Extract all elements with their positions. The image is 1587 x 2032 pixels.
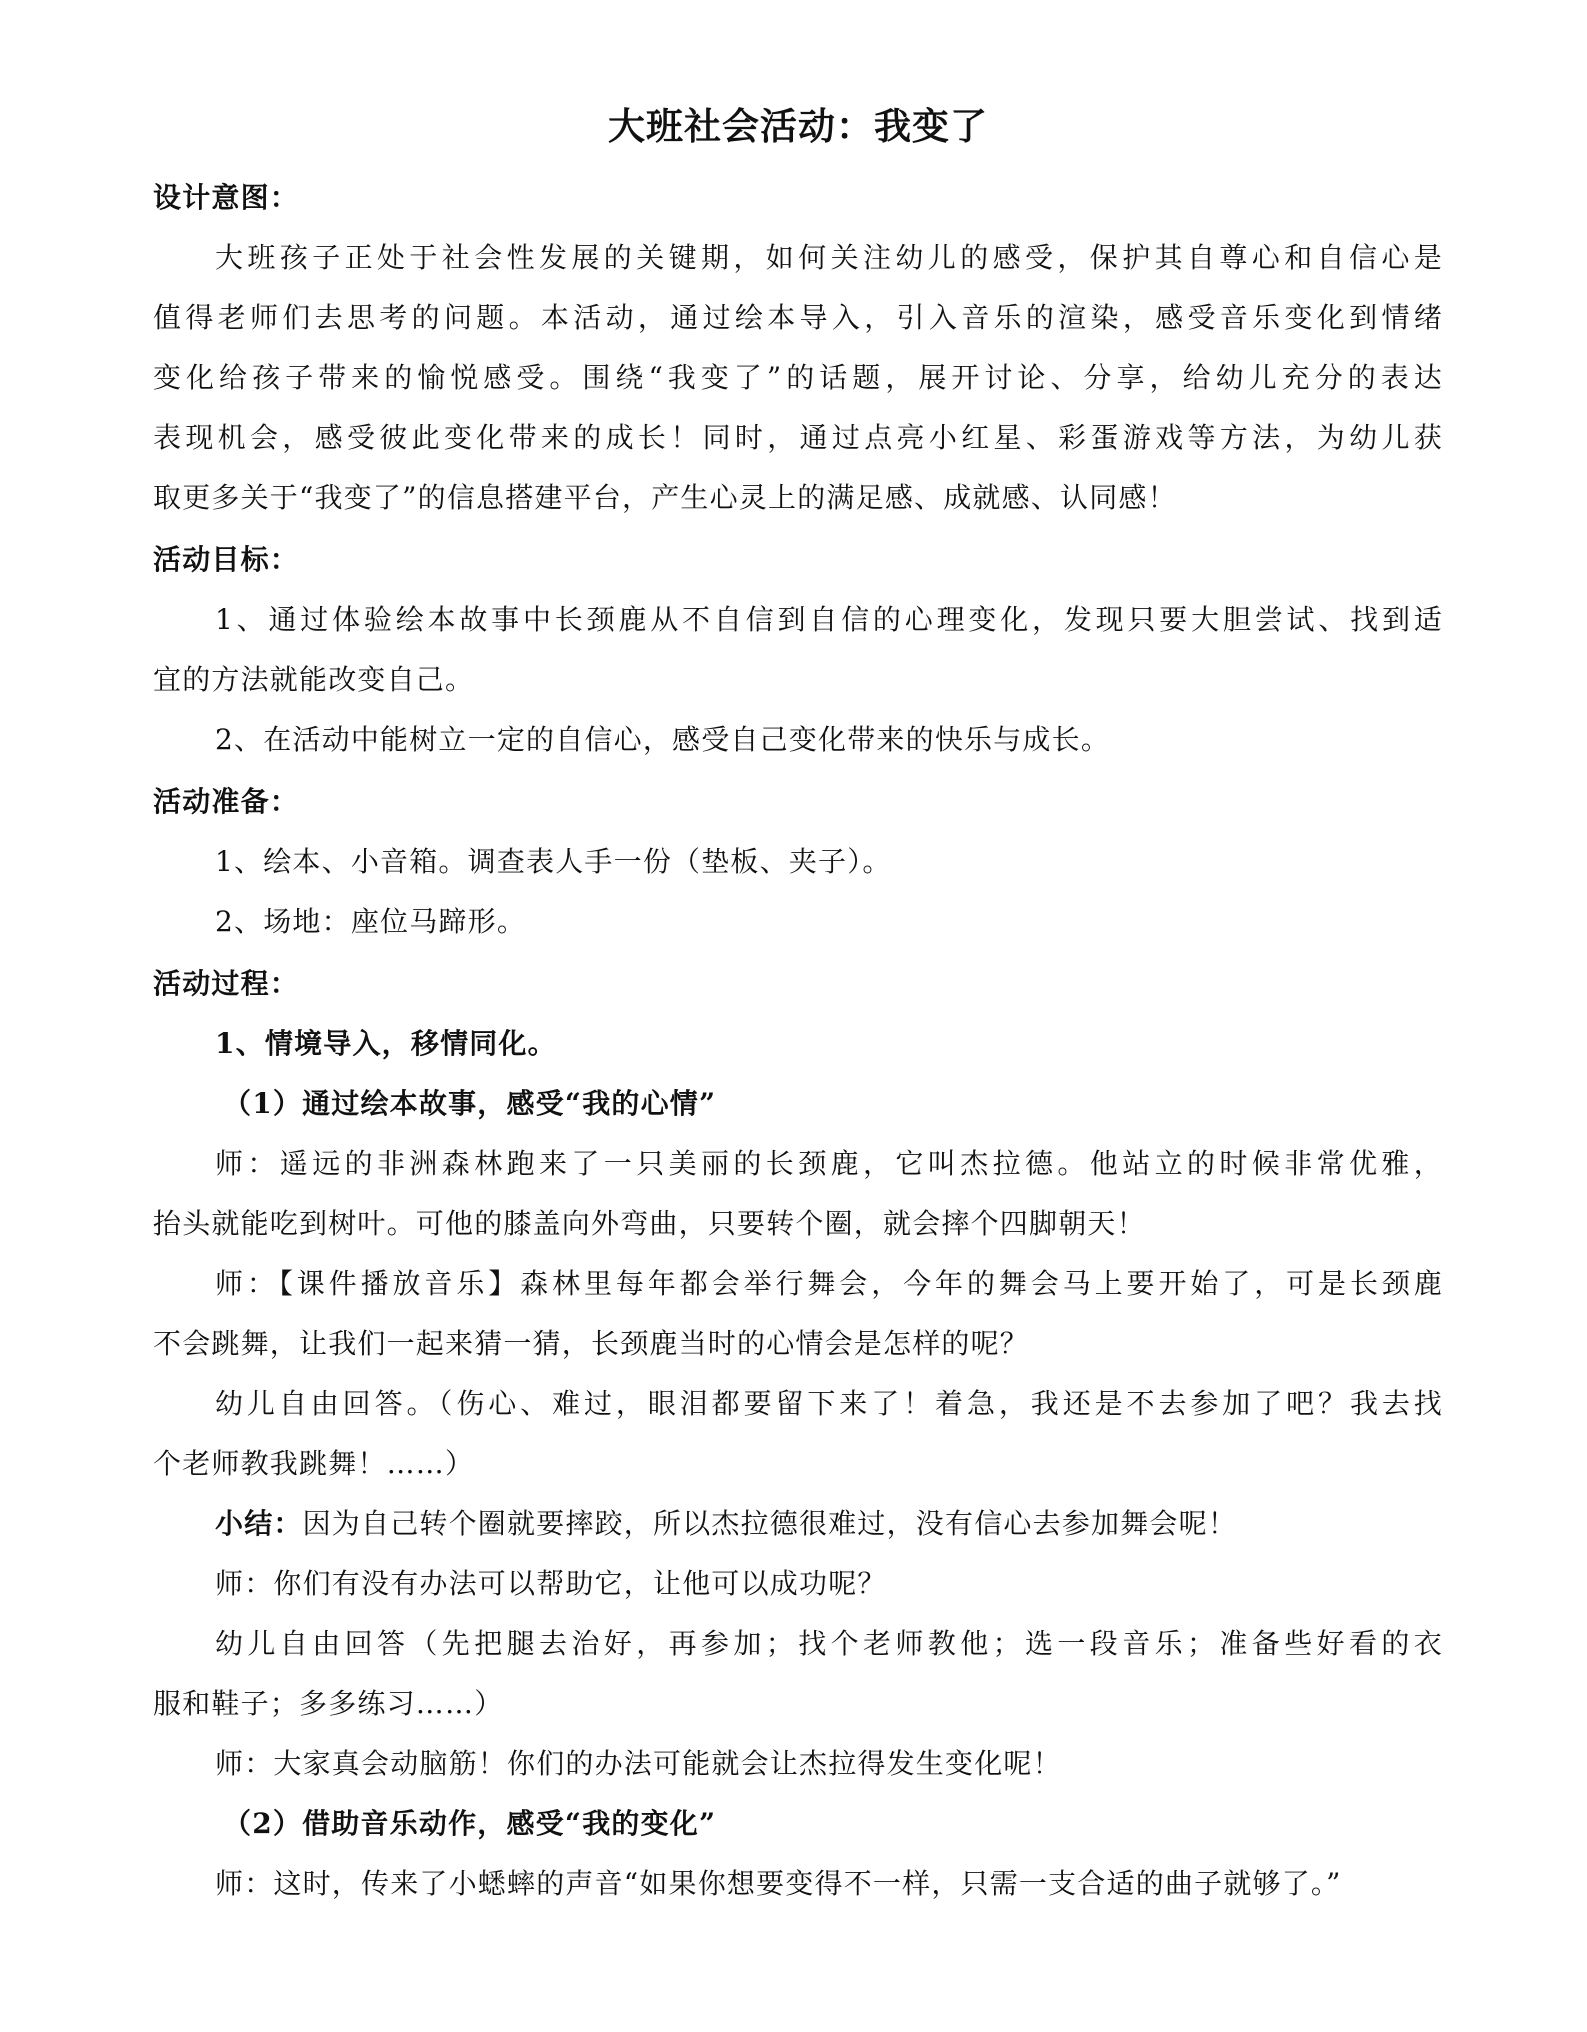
section-heading-goals: 活动目标： xyxy=(153,543,300,576)
process-substep-2: （2）借助音乐动作，感受“我的变化” xyxy=(223,1807,717,1840)
dialogue-line: 师：你们有没有办法可以帮助它，让他可以成功呢？ xyxy=(215,1567,887,1600)
dialogue-line: 师：【课件播放音乐】森林里每年都会举行舞会，今年的舞会马上要开始了，可是长颈鹿 xyxy=(215,1267,1443,1300)
preparation-item: 1、绘本、小音箱。调查表人手一份（垫板、夹子）。 xyxy=(215,845,892,878)
preparation-item: 2、场地：座位马蹄形。 xyxy=(215,905,527,938)
summary-line xyxy=(215,1504,1443,1544)
paragraph-line: 取更多关于“我变了”的信息搭建平台，产生心灵上的满足感、成就感、认同感！ xyxy=(153,481,1177,514)
paragraph-line: 表现机会，感受彼此变化带来的成长！同时，通过点亮小红星、彩蛋游戏等方法，为幼儿获 xyxy=(153,421,1443,454)
dialogue-line: 服和鞋子；多多练习……） xyxy=(153,1687,504,1720)
process-substep-1: （1）通过绘本故事，感受“我的心情” xyxy=(223,1087,717,1120)
section-heading-process: 活动过程： xyxy=(153,967,300,1000)
dialogue-line: 个老师教我跳舞！……） xyxy=(153,1447,475,1480)
paragraph-line: 值得老师们去思考的问题。本活动，通过绘本导入，引入音乐的渲染，感受音乐变化到情绪 xyxy=(153,301,1443,334)
dialogue-line: 幼儿自由回答（先把腿去治好，再参加；找个老师教他；选一段音乐；准备些好看的衣 xyxy=(215,1627,1443,1660)
dialogue-line: 师：大家真会动脑筋！你们的办法可能就会让杰拉得发生变化呢！ xyxy=(215,1747,1062,1780)
document-title: 大班社会活动：我变了 xyxy=(608,105,988,148)
dialogue-line: 幼儿自由回答。（伤心、难过，眼泪都要留下来了！着急，我还是不去参加了吧？我去找 xyxy=(215,1387,1443,1420)
section-heading-design-intent: 设计意图： xyxy=(153,181,300,214)
section-heading-preparation: 活动准备： xyxy=(153,785,300,818)
goal-item: 2、在活动中能树立一定的自信心，感受自己变化带来的快乐与成长。 xyxy=(215,723,1111,756)
summary-text: 因为自己转个圈就要摔跤，所以杰拉德很难过，没有信心去参加舞会呢！ xyxy=(302,1507,1238,1540)
summary-label: 小结： xyxy=(215,1507,303,1540)
dialogue-line: 抬头就能吃到树叶。可他的膝盖向外弯曲，只要转个圈，就会摔个四脚朝天！ xyxy=(153,1207,1146,1240)
paragraph-line: 变化给孩子带来的愉悦感受。围绕“我变了”的话题，展开讨论、分享，给幼儿充分的表达 xyxy=(153,361,1443,394)
process-step-1: 1、情境导入，移情同化。 xyxy=(215,1027,557,1060)
dialogue-line: 师：这时，传来了小蟋蟀的声音“如果你想要变得不一样，只需一支合适的曲子就够了。” xyxy=(215,1867,1342,1900)
goal-item-continued: 宜的方法就能改变自己。 xyxy=(153,663,475,696)
goal-item: 1、通过体验绘本故事中长颈鹿从不自信到自信的心理变化，发现只要大胆尝试、找到适 xyxy=(215,603,1443,636)
paragraph-line: 大班孩子正处于社会性发展的关键期，如何关注幼儿的感受，保护其自尊心和自信心是 xyxy=(215,241,1443,274)
dialogue-line: 不会跳舞，让我们一起来猜一猜，长颈鹿当时的心情会是怎样的呢？ xyxy=(153,1327,1030,1360)
dialogue-line: 师：遥远的非洲森林跑来了一只美丽的长颈鹿，它叫杰拉德。他站立的时候非常优雅， xyxy=(215,1147,1443,1180)
